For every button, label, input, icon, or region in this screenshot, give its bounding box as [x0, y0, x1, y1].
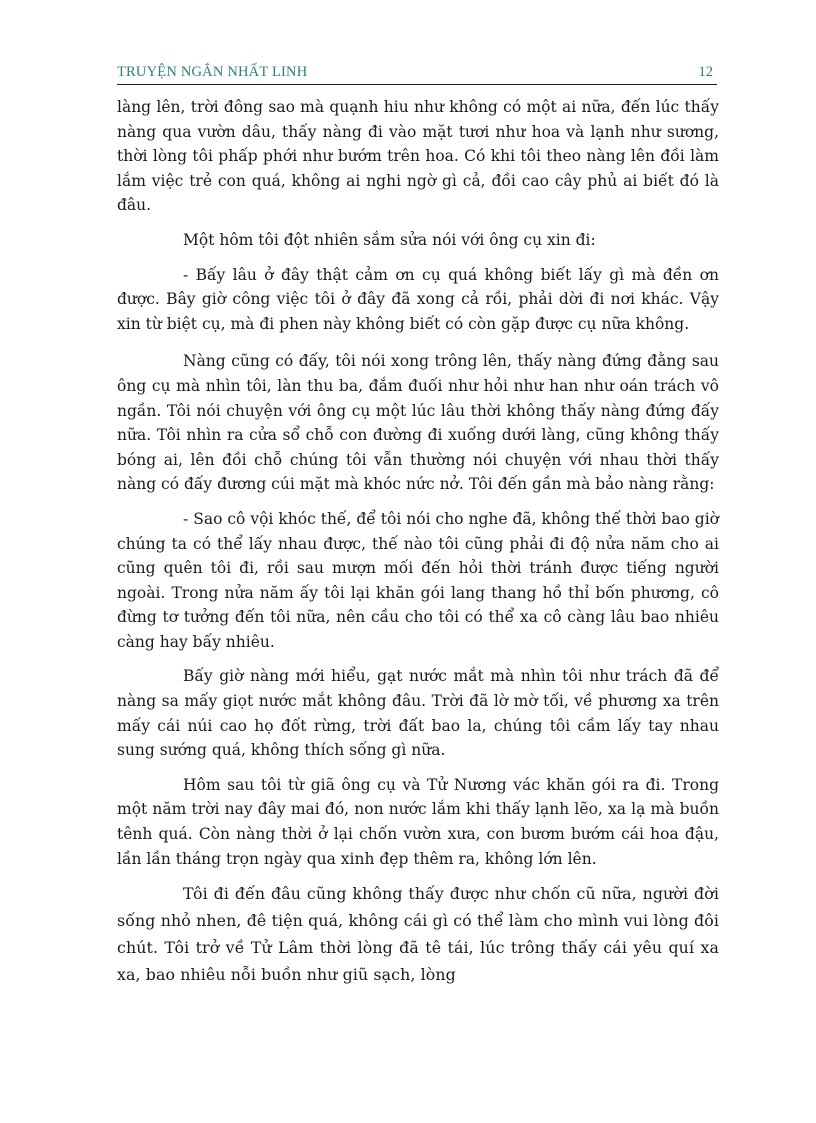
paragraph-6: Bấy giờ nàng mới hiểu, gạt nước mắt mà nhìn tôi như trách đã để nàng sa mấy giọt nước mắt không đâu. Trời đã lờ mờ tối, về phương xa trên mấy cái núi cao họ đốt rừng, trời đất bao la, chúng tôi cầm lấy tay nhau sung sướng quá, không thích sống gì nữa.: [117, 667, 719, 760]
body-text: [117, 95, 719, 988]
paragraph-2: Một hôm tôi đột nhiên sắm sửa nói với ông cụ xin đi:: [183, 230, 596, 249]
paragraph-4: Nàng cũng có đấy, tôi nói xong trông lên, thấy nàng đứng đằng sau ông cụ mà nhìn tôi, làn thu ba, đắm đuối như hỏi như han như oán trách vô ngần. Tôi nói chuyện với ông cụ một lúc lâu thời không thấy nàng đứng đấy nữa. Tôi nhìn ra cửa sổ chỗ con đường đi xuống dưới làng, cũng không thấy bóng ai, lên đồi chỗ chúng tôi vẫn thường nói chuyện với nhau thời thấy nàng có đấy đương cúi mặt mà khóc nức nở. Tôi đến gần mà bảo nàng rằng:: [117, 352, 719, 494]
paragraph-7: Hôm sau tôi từ giã ông cụ và Tử Nương vác khăn gói ra đi. Trong một năm trời nay đây mai đó, non nước lắm khi thấy lạnh lẽo, xa lạ mà buồn tênh quá. Còn nàng thời ở lại chốn vườn xưa, con bươm bướm cái hoa đậu, lần lần tháng trọn ngày qua xinh đẹp thêm ra, không lớn lên.: [117, 775, 719, 868]
page-number: 12: [698, 64, 713, 80]
book-title: TRUYỆN NGẮN NHẤT LINH: [117, 64, 308, 80]
paragraph-3: - Bấy lâu ở đây thật cảm ơn cụ quá không biết lấy gì mà đền ơn được. Bây giờ công việc tôi ở đây đã xong cả rồi, phải dời đi nơi khác. Vậy xin từ biệt cụ, mà đi phen này không biết có còn gặp được cụ nữa không.: [117, 265, 719, 333]
paragraph-5: - Sao cô vội khóc thế, để tôi nói cho nghe đã, không thế thời bao giờ chúng ta có thể lấy nhau được, thế nào tôi cũng phải đi độ nửa năm cho ai cũng quên tôi đi, rồi sau mượn mối đến hỏi thời tránh được tiếng người ngoài. Trong nửa năm ấy tôi lại khăn gói lang thang hồ thỉ bốn phương, cô đừng tơ tưởng đến tôi nữa, nên cầu cho tôi có thể xa cô càng lâu bao nhiêu càng hay bấy nhiêu.: [117, 509, 719, 651]
paragraph-8: Tôi đi đến đâu cũng không thấy được như chốn cũ nữa, người đời sống nhỏ nhen, đê tiện quá, không cái gì có thể làm cho mình vui lòng đôi chút. Tôi trở về Tử Lâm thời lòng đã tê tái, lúc trông thấy cái yêu quí xa xa, bao nhiêu nỗi buồn như giũ sạch, lòng: [117, 884, 719, 985]
paragraph-1: làng lên, trời đông sao mà quạnh hiu như không có một ai nữa, đến lúc thấy nàng qua vườn dâu, thấy nàng đi vào mặt tươi như hoa và lạnh như sương, thời lòng tôi phấp phới như bướm trên hoa. Có khi tôi theo nàng lên đồi làm lắm việc trẻ con quá, không ai nghi ngờ gì cả, đồi cao cây phủ ai biết đó là đâu.: [117, 98, 719, 215]
page-header: [117, 62, 717, 85]
